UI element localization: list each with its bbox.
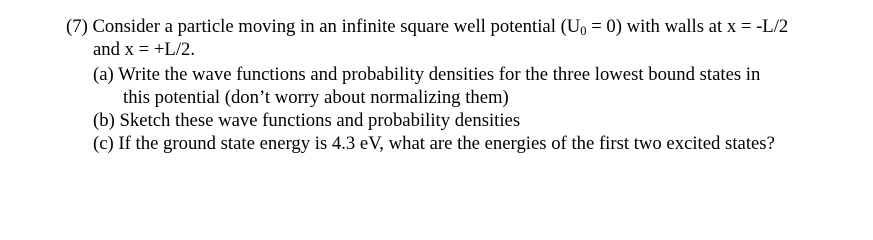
part-a-label: (a) [93,64,114,85]
part-c-text: If the ground state energy is 4.3 eV, what are the energies of the first two excited states? [118,133,775,154]
problem-stem-line-2: and x = +L/2. [93,39,196,60]
part-b-line [93,110,520,132]
problem-stem-text: Consider a particle moving in an infinite square well potential (U [92,16,581,37]
part-a-line-2: this potential (don’t worry about normalizing them) [123,87,509,108]
part-b-label: (b) [93,110,115,131]
part-a-line-1 [93,64,760,86]
part-c-label: (c) [93,133,114,154]
potential-subscript: 0 [580,24,587,38]
problem-stem-text-continued: = 0) with walls at x = -L/2 [586,16,789,37]
part-a-text: Write the wave functions and probability densities for the three lowest bound states in [118,64,761,85]
problem-stem-line-1 [66,16,788,38]
problem-number: (7) [66,16,88,37]
part-c-line [93,133,775,155]
part-b-text: Sketch these wave functions and probability densities [119,110,521,131]
